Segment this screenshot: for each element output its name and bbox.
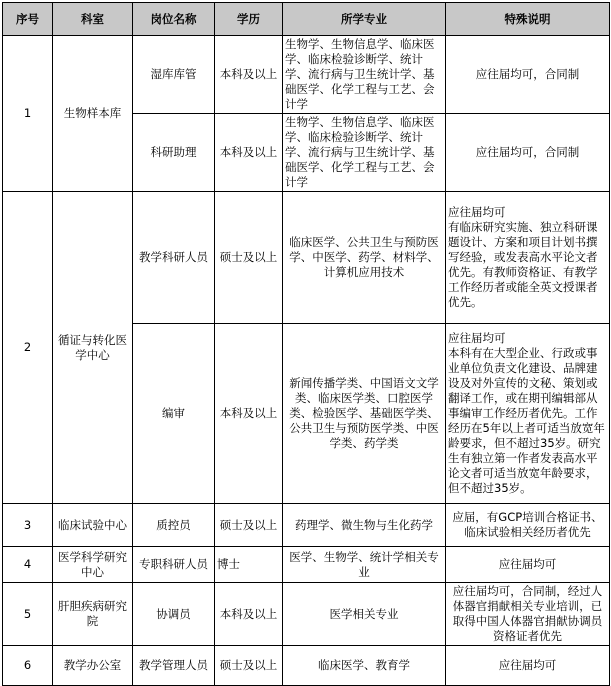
row-education: 本科及以上 (215, 583, 283, 646)
row-post: 科研助理 (133, 114, 215, 192)
row-education: 硕士及以上 (215, 504, 283, 547)
row-dept: 生物样本库 (53, 36, 133, 192)
header-major: 所学专业 (283, 3, 446, 36)
table-row (3, 583, 610, 646)
row-no: 6 (3, 646, 53, 686)
table-row (3, 547, 610, 583)
header-row (3, 3, 610, 36)
row-post: 编审 (133, 324, 215, 504)
row-dept: 肝胆疾病研究院 (53, 583, 133, 646)
row-post: 专职科研人员 (133, 547, 215, 583)
header-no: 序号 (3, 3, 53, 36)
row-education: 本科及以上 (215, 114, 283, 192)
table-row (3, 646, 610, 686)
row-education: 本科及以上 (215, 36, 283, 114)
row-note: 应往届均可 (446, 646, 610, 686)
row-major: 临床医学、公共卫生与预防医学、中医学、药学、材料学、计算机应用技术 (283, 192, 446, 324)
header-note: 特殊说明 (446, 3, 610, 36)
row-education: 硕士及以上 (215, 192, 283, 324)
row-no: 3 (3, 504, 53, 547)
row-no: 4 (3, 547, 53, 583)
header-dept: 科室 (53, 3, 133, 36)
row-note: 应往届均可 本科有在大型企业、行政或事业单位负责文化建设、品牌建设及对外宣传的文秘、策划或翻译工作，或在期刊编辑部从事编审工作经历者优先。工作经历在5年以上者可适当放宽年龄要求，但不超过35岁。研究生有独立第一作者发表高水平论文者可适当放宽年龄要求，但不超过35岁。 (446, 324, 610, 504)
header-post: 岗位名称 (133, 3, 215, 36)
row-major: 生物学、生物信息学、临床医学、临床检验诊断学、统计学、流行病与卫生统计学、基础医学、化学工程与工艺、会计学 (283, 36, 446, 114)
row-education: 本科及以上 (215, 324, 283, 504)
row-dept: 医学科学研究中心 (53, 547, 133, 583)
row-major: 临床医学、教育学 (283, 646, 446, 686)
row-dept: 循证与转化医学中心 (53, 192, 133, 504)
row-dept: 临床试验中心 (53, 504, 133, 547)
row-education: 硕士及以上 (215, 646, 283, 686)
table-row (3, 504, 610, 547)
row-note: 应届，有GCP培训合格证书、临床试验相关经历者优先 (446, 504, 610, 547)
header-education: 学历 (215, 3, 283, 36)
row-post: 教学管理人员 (133, 646, 215, 686)
row-note: 应往届均可，合同制，经过人体器官捐献相关专业培训，已取得中国人体器官捐献协调员资格证者优先 (446, 583, 610, 646)
row-major: 新闻传播学类、中国语文文学类、临床医学类、口腔医学类、检验医学、基础医学类、公共卫生与预防医学类、中医学类、药学类 (283, 324, 446, 504)
row-note: 应往届均可，合同制 (446, 36, 610, 114)
row-post: 质控员 (133, 504, 215, 547)
row-note: 应往届均可 (446, 547, 610, 583)
table-row (3, 36, 610, 114)
row-major: 医学相关专业 (283, 583, 446, 646)
row-post: 协调员 (133, 583, 215, 646)
row-note: 应往届均可 有临床研究实施、独立科研课题设计、方案和项目计划书撰写经验，或发表高水平论文者优先。有教师资格证、有教学工作经历者或能全英文授课者优先。 (446, 192, 610, 324)
row-post: 湿库库管 (133, 36, 215, 114)
row-dept: 教学办公室 (53, 646, 133, 686)
row-post: 教学科研人员 (133, 192, 215, 324)
table-row (3, 192, 610, 324)
row-major: 药理学、微生物与生化药学 (283, 504, 446, 547)
row-major: 医学、生物学、统计学相关专业 (283, 547, 446, 583)
row-major: 生物学、生物信息学、临床医学、临床检验诊断学、统计学、流行病与卫生统计学、基础医学、化学工程与工艺、会计学 (283, 114, 446, 192)
row-education: 博士 (215, 547, 283, 583)
row-note: 应往届均可，合同制 (446, 114, 610, 192)
row-no: 2 (3, 192, 53, 504)
row-no: 5 (3, 583, 53, 646)
recruitment-table (2, 2, 610, 686)
row-no: 1 (3, 36, 53, 192)
